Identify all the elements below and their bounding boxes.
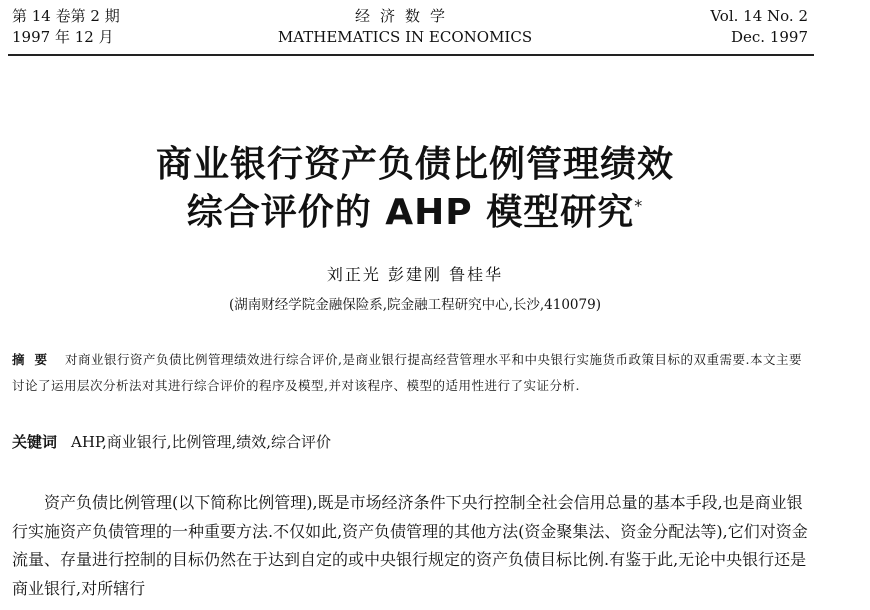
affiliation: (湖南财经学院金融保险系,院金融工程研究中心,长沙,410079): [229, 297, 601, 313]
journal-name-cn: 经济数学: [354, 7, 455, 25]
title-footnote-mark: *: [634, 196, 644, 215]
abstract-label: 摘要: [12, 352, 58, 367]
keywords-label: 关键词: [12, 433, 58, 451]
abstract-text: 对商业银行资产负债比例管理绩效进行综合评价,是商业银行提高经营管理水平和中央银行实施货币政策目标的双重需要.本文主要讨论了运用层次分析法对其进行综合评价的程序及模型,并对该程序、模型的适用性进行了实证分析.: [12, 352, 802, 393]
journal-name: [0, 6, 810, 48]
body-paragraph: 资产负债比例管理(以下简称比例管理),既是市场经济条件下央行控制全社会信用总量的基本手段,也是商业银行实施资产负债管理的一种重要方法.不仅如此,资产负债管理的其他方法(资金聚集法、资金分配法等),它们对资金流量、存量进行控制的目标仍然在于达到自定的或中央银行规定的资产负债目标比例.有鉴于此,无论中央银行还是商业银行,对所辖行: [12, 493, 808, 598]
abstract: [12, 347, 812, 399]
paper-title-line2-text: 综合评价的 AHP 模型研究: [186, 192, 635, 233]
keywords-text: AHP,商业银行,比例管理,绩效,综合评价: [71, 433, 332, 451]
header-rule: [8, 54, 814, 56]
authors: 刘正光 彭建刚 鲁桂华: [326, 265, 504, 284]
paper-title-line2: [0, 184, 830, 235]
keywords: [12, 431, 812, 452]
volume-date: Dec. 1997: [730, 28, 808, 46]
journal-name-en: MATHEMATICS IN ECONOMICS: [277, 28, 533, 46]
paper-title-line1: 商业银行资产负债比例管理绩效: [155, 144, 674, 185]
issue-volume: 第 14 卷第 2 期: [12, 7, 120, 25]
issue-date: 1997 年 12 月: [12, 28, 114, 46]
volume-info: [710, 6, 808, 48]
volume-number: Vol. 14 No. 2: [710, 7, 808, 25]
